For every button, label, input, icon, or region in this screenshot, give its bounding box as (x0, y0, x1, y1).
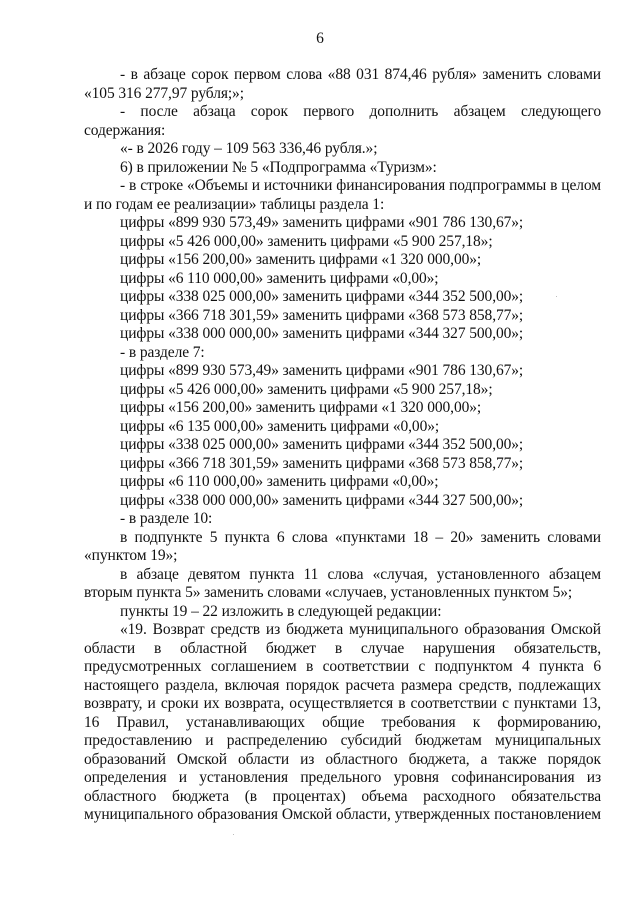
text-line: и по годам ее реализации» таблицы раздела 1: (84, 195, 385, 213)
text-line: цифры «6 110 000,00» заменить цифрами «0,00»; (120, 473, 439, 490)
text-line: 16 Правил, устанавливающих общие требования к формированию, (84, 713, 601, 731)
text-line: в абзаце девятом пункта 11 слова «случая, установленного абзацем (120, 565, 601, 583)
text-line: цифры «899 930 573,49» заменить цифрами «901 786 130,67»; (120, 214, 524, 231)
text-line: цифры «5 426 000,00» заменить цифрами «5 900 257,18»; (120, 380, 493, 398)
text-line: в подпункте 5 пункта 6 слова «пунктами 18 – 20» заменить словами (120, 528, 601, 546)
document-body (84, 66, 601, 825)
text-line: цифры «6 110 000,00» заменить цифрами «0,00»; (120, 269, 439, 287)
text-line: цифры «156 200,00» заменить цифрами «1 320 000,00»; (120, 251, 482, 268)
text-line: цифры «156 200,00» заменить цифрами «1 320 000,00»; (120, 399, 482, 416)
text-line: предоставлению и распределению субсидий бюджетам муниципальных (84, 732, 601, 749)
text-line: цифры «338 025 000,00» заменить цифрами «344 352 500,00»; (120, 436, 524, 453)
text-line: содержания: (84, 121, 166, 139)
text-line: возврату, и сроки их возврата, осуществляется в соответствии с пунктами 13, (84, 695, 601, 712)
text-line: цифры «366 718 301,59» заменить цифрами «368 573 858,77»; (120, 306, 524, 324)
text-line: - после абзаца сорок первого дополнить абзацем следующего (120, 103, 601, 120)
page-number: 6 (316, 30, 324, 47)
text-line: - в разделе 10: (120, 510, 213, 527)
text-line: пункты 19 – 22 изложить в следующей редакции: (120, 602, 442, 620)
text-line: «105 316 277,97 рубля;»; (84, 84, 244, 102)
text-line: образований Омской области из областного бюджета, а также порядок (84, 750, 601, 768)
text-line: области в областной бюджет в случае нарушения обязательств, (84, 639, 601, 657)
text-line: предусмотренных соглашением в соответствии с подпунктом 4 пункта 6 (84, 658, 601, 675)
text-line: «пунктом 19»; (84, 547, 178, 564)
scan-speck (233, 834, 234, 835)
text-line: вторым пункта 5» заменить словами «случаев, установленных пунктом 5»; (84, 584, 573, 601)
text-line: цифры «6 135 000,00» заменить цифрами «0,00»; (120, 417, 440, 435)
text-line: - в абзаце сорок первом слова «88 031 874,46 рубля» заменить словами (120, 66, 601, 83)
text-line: цифры «5 426 000,00» заменить цифрами «5 900 257,18»; (120, 232, 493, 250)
text-line: цифры «338 000 000,00» заменить цифрами «344 327 500,00»; (120, 325, 524, 342)
text-line: цифры «899 930 573,49» заменить цифрами «901 786 130,67»; (120, 362, 524, 379)
text-line: определения и установления предельного уровня софинансирования из (84, 769, 601, 786)
text-line: цифры «338 025 000,00» заменить цифрами «344 352 500,00»; (120, 288, 524, 305)
text-line: настоящего раздела, включая порядок расчета размера средств, подлежащих (84, 676, 601, 694)
text-line: - в разделе 7: (120, 343, 205, 361)
text-line: цифры «366 718 301,59» заменить цифрами «368 573 858,77»; (120, 454, 524, 472)
text-line: 6) в приложении № 5 «Подпрограмма «Туризм»: (120, 158, 437, 176)
text-line: областного бюджета (в процентах) объема расходного обязательства (84, 787, 601, 805)
text-line: «- в 2026 году – 109 563 336,46 рубля.»; (120, 140, 378, 157)
text-line: - в строке «Объемы и источники финансирования подпрограммы в целом (120, 177, 601, 194)
text-line: «19. Возврат средств из бюджета муниципального образования Омской (120, 621, 601, 638)
text-line: цифры «338 000 000,00» заменить цифрами «344 327 500,00»; (120, 491, 524, 509)
scan-speck (556, 296, 557, 297)
text-line: муниципального образования Омской области, утвержденных постановлением (84, 806, 601, 823)
